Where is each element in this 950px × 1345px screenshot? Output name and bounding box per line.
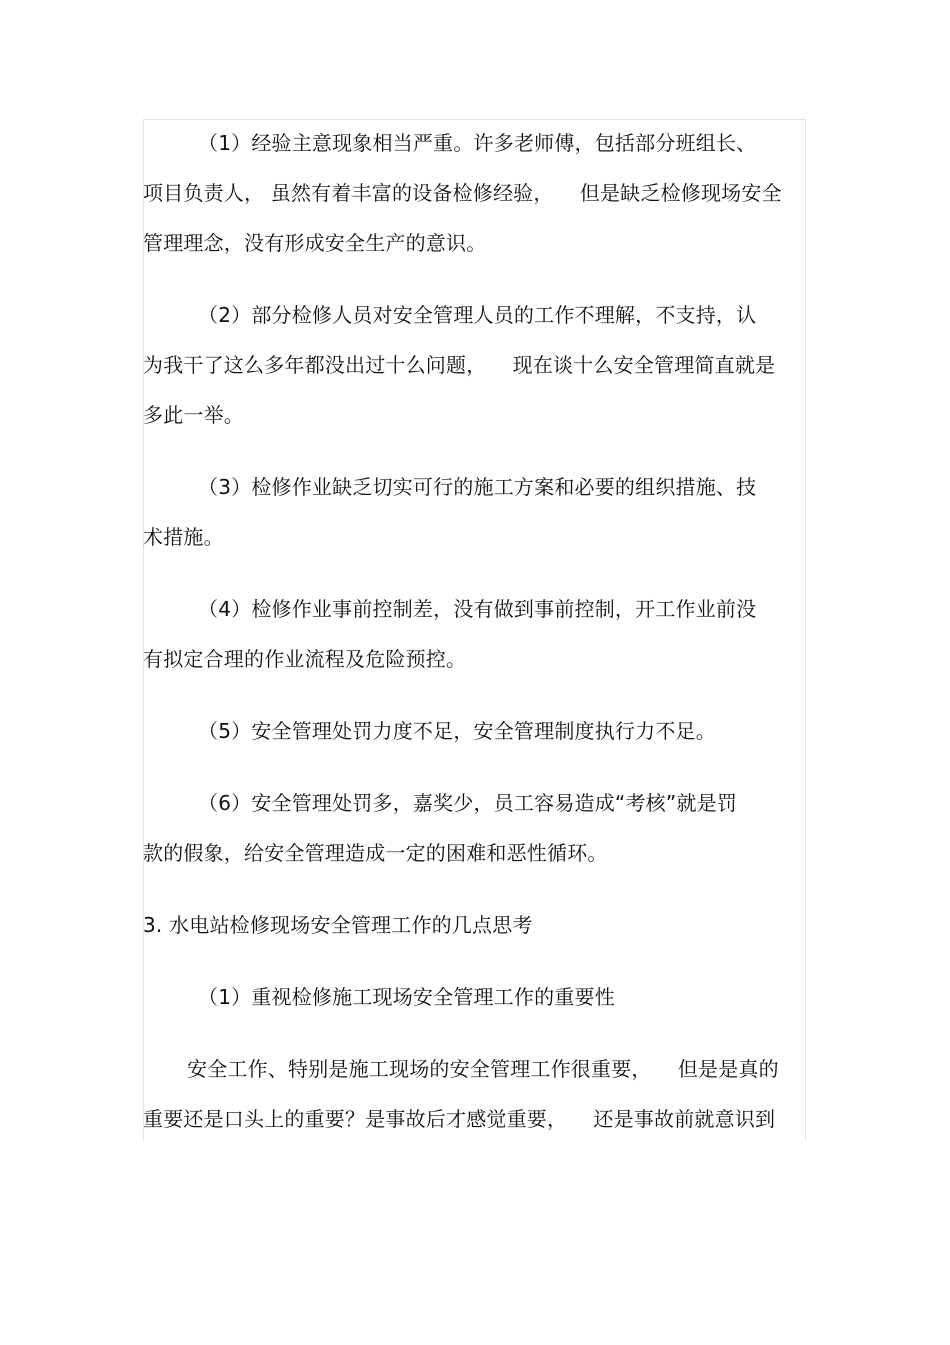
paragraph-5-line-1: （5）安全管理处罚力度不足，安全管理制度执行力不足。 (198, 719, 716, 743)
paragraph-1-line-1: （1）经验主意现象相当严重。许多老师傅，包括部分班组长、 (198, 131, 757, 155)
section-heading: 3. 水电站检修现场安全管理工作的几点思考 (143, 913, 533, 937)
paragraph-4-line-1: （4）检修作业事前控制差，没有做到事前控制，开工作业前没 (198, 597, 757, 621)
paragraph-9-line-1: 安全工作、特别是施工现场的安全管理工作很重要， 但是是真的 (187, 1057, 779, 1081)
paragraph-9-line-2: 重要还是口头上的重要？是事故后才感觉重要， 还是事故前就意识到 (143, 1107, 776, 1131)
paragraph-6-line-2: 款的假象，给安全管理造成一定的困难和恶性循环。 (143, 841, 608, 865)
paragraph-1-line-2: 项目负责人， 虽然有着丰富的设备检修经验， 但是缺乏检修现场安全 (143, 181, 782, 205)
paragraph-3-line-1: （3）检修作业缺乏切实可行的施工方案和必要的组织措施、技 (198, 475, 757, 499)
paragraph-2-line-3: 多此一举。 (143, 403, 244, 427)
paragraph-2-line-1: （2）部分检修人员对安全管理人员的工作不理解，不支持，认 (198, 303, 757, 327)
subsection-heading: （1）重视检修施工现场安全管理工作的重要性 (198, 985, 615, 1009)
paragraph-1-line-3: 管理理念，没有形成安全生产的意识。 (143, 231, 487, 255)
paragraph-6-line-1: （6）安全管理处罚多，嘉奖少，员工容易造成“考核”就是罚 (198, 791, 738, 815)
paragraph-3-line-2: 术措施。 (143, 525, 224, 549)
paragraph-2-line-2: 为我干了这么多年都没出过十么问题， 现在谈十么安全管理简直就是 (143, 353, 776, 377)
paragraph-4-line-2: 有拟定合理的作业流程及危险预控。 (143, 647, 467, 671)
